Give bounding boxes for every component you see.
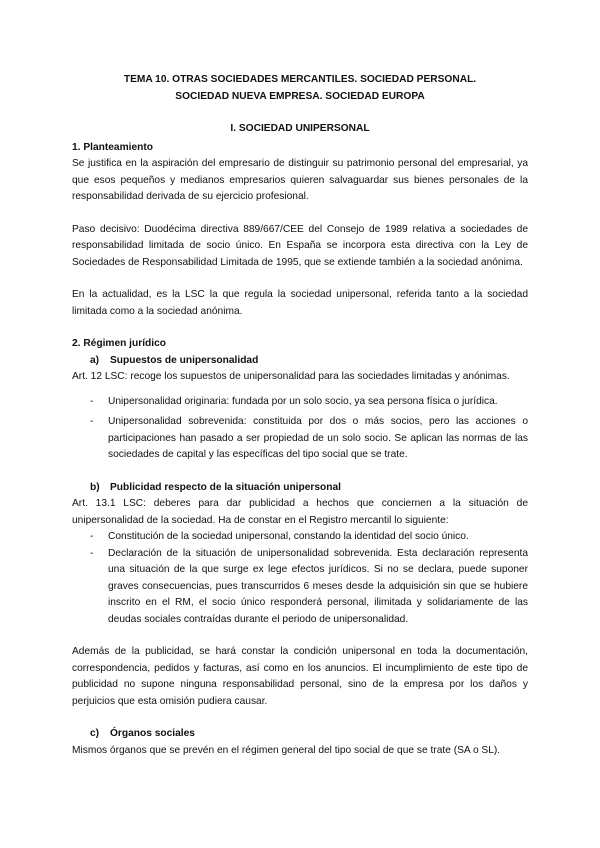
list-item [72,394,528,411]
list-item [72,529,528,546]
list-item [72,546,528,629]
list-item-text: Unipersonalidad sobrevenida: constituida por dos o más socios, pero las acciones o participaciones han pasado a ser propiedad de un solo socio. Se aplican las normas de las sociedades de capital y las específicas del tipo social que se trate. [108,416,528,460]
title-line-2: SOCIEDAD NUEVA EMPRESA. SOCIEDAD EUROPA [175,90,425,102]
dash-bullet: - [90,416,94,427]
subheading-a [72,353,528,370]
paragraph-b-outro: Además de la publicidad, se hará constar la condición unipersonal en toda la documentación, correspondencia, pedidos y facturas, así como en los anuncios. El incumplimiento de este tipo de publicidad no supone ninguna responsabilidad personal, sino de la empresa por los daños y perjuicios que esta omisión pudiera causar. [72,646,528,707]
heading-planteamiento: 1. Planteamiento [72,141,153,153]
list-b [72,529,528,628]
document-title [72,72,528,105]
title-line-1: TEMA 10. OTRAS SOCIEDADES MERCANTILES. SOCIEDAD PERSONAL. [123,74,477,85]
subheading-c-num: c) [90,728,100,739]
heading-regimen-juridico: 2. Régimen jurídico [72,338,166,349]
subheading-b-title: Publicidad respecto de la situación unipersonal [110,481,341,493]
list-item-text: Unipersonalidad originaria: fundada por un solo socio, ya sea persona física o jurídica. [108,395,498,407]
subheading-c-title: Órganos sociales [110,728,195,739]
subheading-b [72,480,528,497]
subheading-a-num: a) [90,354,100,366]
list-a [72,394,528,464]
section-title: I. SOCIEDAD UNIPERSONAL [230,123,370,134]
dash-bullet: - [90,395,94,407]
list-item [72,414,528,464]
paragraph-2: Paso decisivo: Duodécima directiva 889/667/CEE del Consejo de 1989 relativa a sociedades de responsabilidad limitada de socio único. En España se incorpora esta directiva con la Ley de Sociedades de Responsabilidad Limitada de 1995, que se extiende también a la sociedad anónima. [72,223,528,268]
paragraph-b-intro: Art. 13.1 LSC: deberes para dar publicidad a hechos que conciernen a la situación de unipersonalidad de la sociedad. Ha de constar en el Registro mercantil lo siguiente: [72,498,528,526]
paragraph-a-intro: Art. 12 LSC: recoge los supuestos de unipersonalidad para las sociedades limitadas y anónimas. [72,371,510,382]
paragraph-3: En la actualidad, es la LSC la que regula la sociedad unipersonal, referida tanto a la sociedad limitada como a la sociedad anónima. [72,289,528,317]
dash-bullet: - [90,531,94,542]
dash-bullet: - [90,547,94,559]
list-item-text: Constitución de la sociedad unipersonal, constando la identidad del socio único. [108,531,469,542]
paragraph-c-intro: Mismos órganos que se prevén en el régimen general del tipo social de que se trate (SA o SL). [72,744,501,756]
paragraph-1: Se justifica en la aspiración del empresario de distinguir su patrimonio personal del empresarial, ya que esos pequeños y medianos empresarios quieren salvaguardar sus bienes personales de la responsabilidad derivada de su ejercicio profesional. [72,158,528,202]
subheading-b-num: b) [90,481,100,493]
subheading-a-title: Supuestos de unipersonalidad [110,354,259,366]
subheading-c [72,726,528,743]
list-item-text: Declaración de la situación de unipersonalidad sobrevenida. Esta declaración representa una situación de la que surge ex lege efectos jurídicos. Si no se declara, puede suponer graves consecuencias, pues transcurridos 6 meses desde la adquisición sin que se hubiere inscrito en el RM, el socio único responderá personal, ilimitada y solidariamente de las deudas sociales contraídas durante el periodo de unipersonalidad. [108,547,528,625]
